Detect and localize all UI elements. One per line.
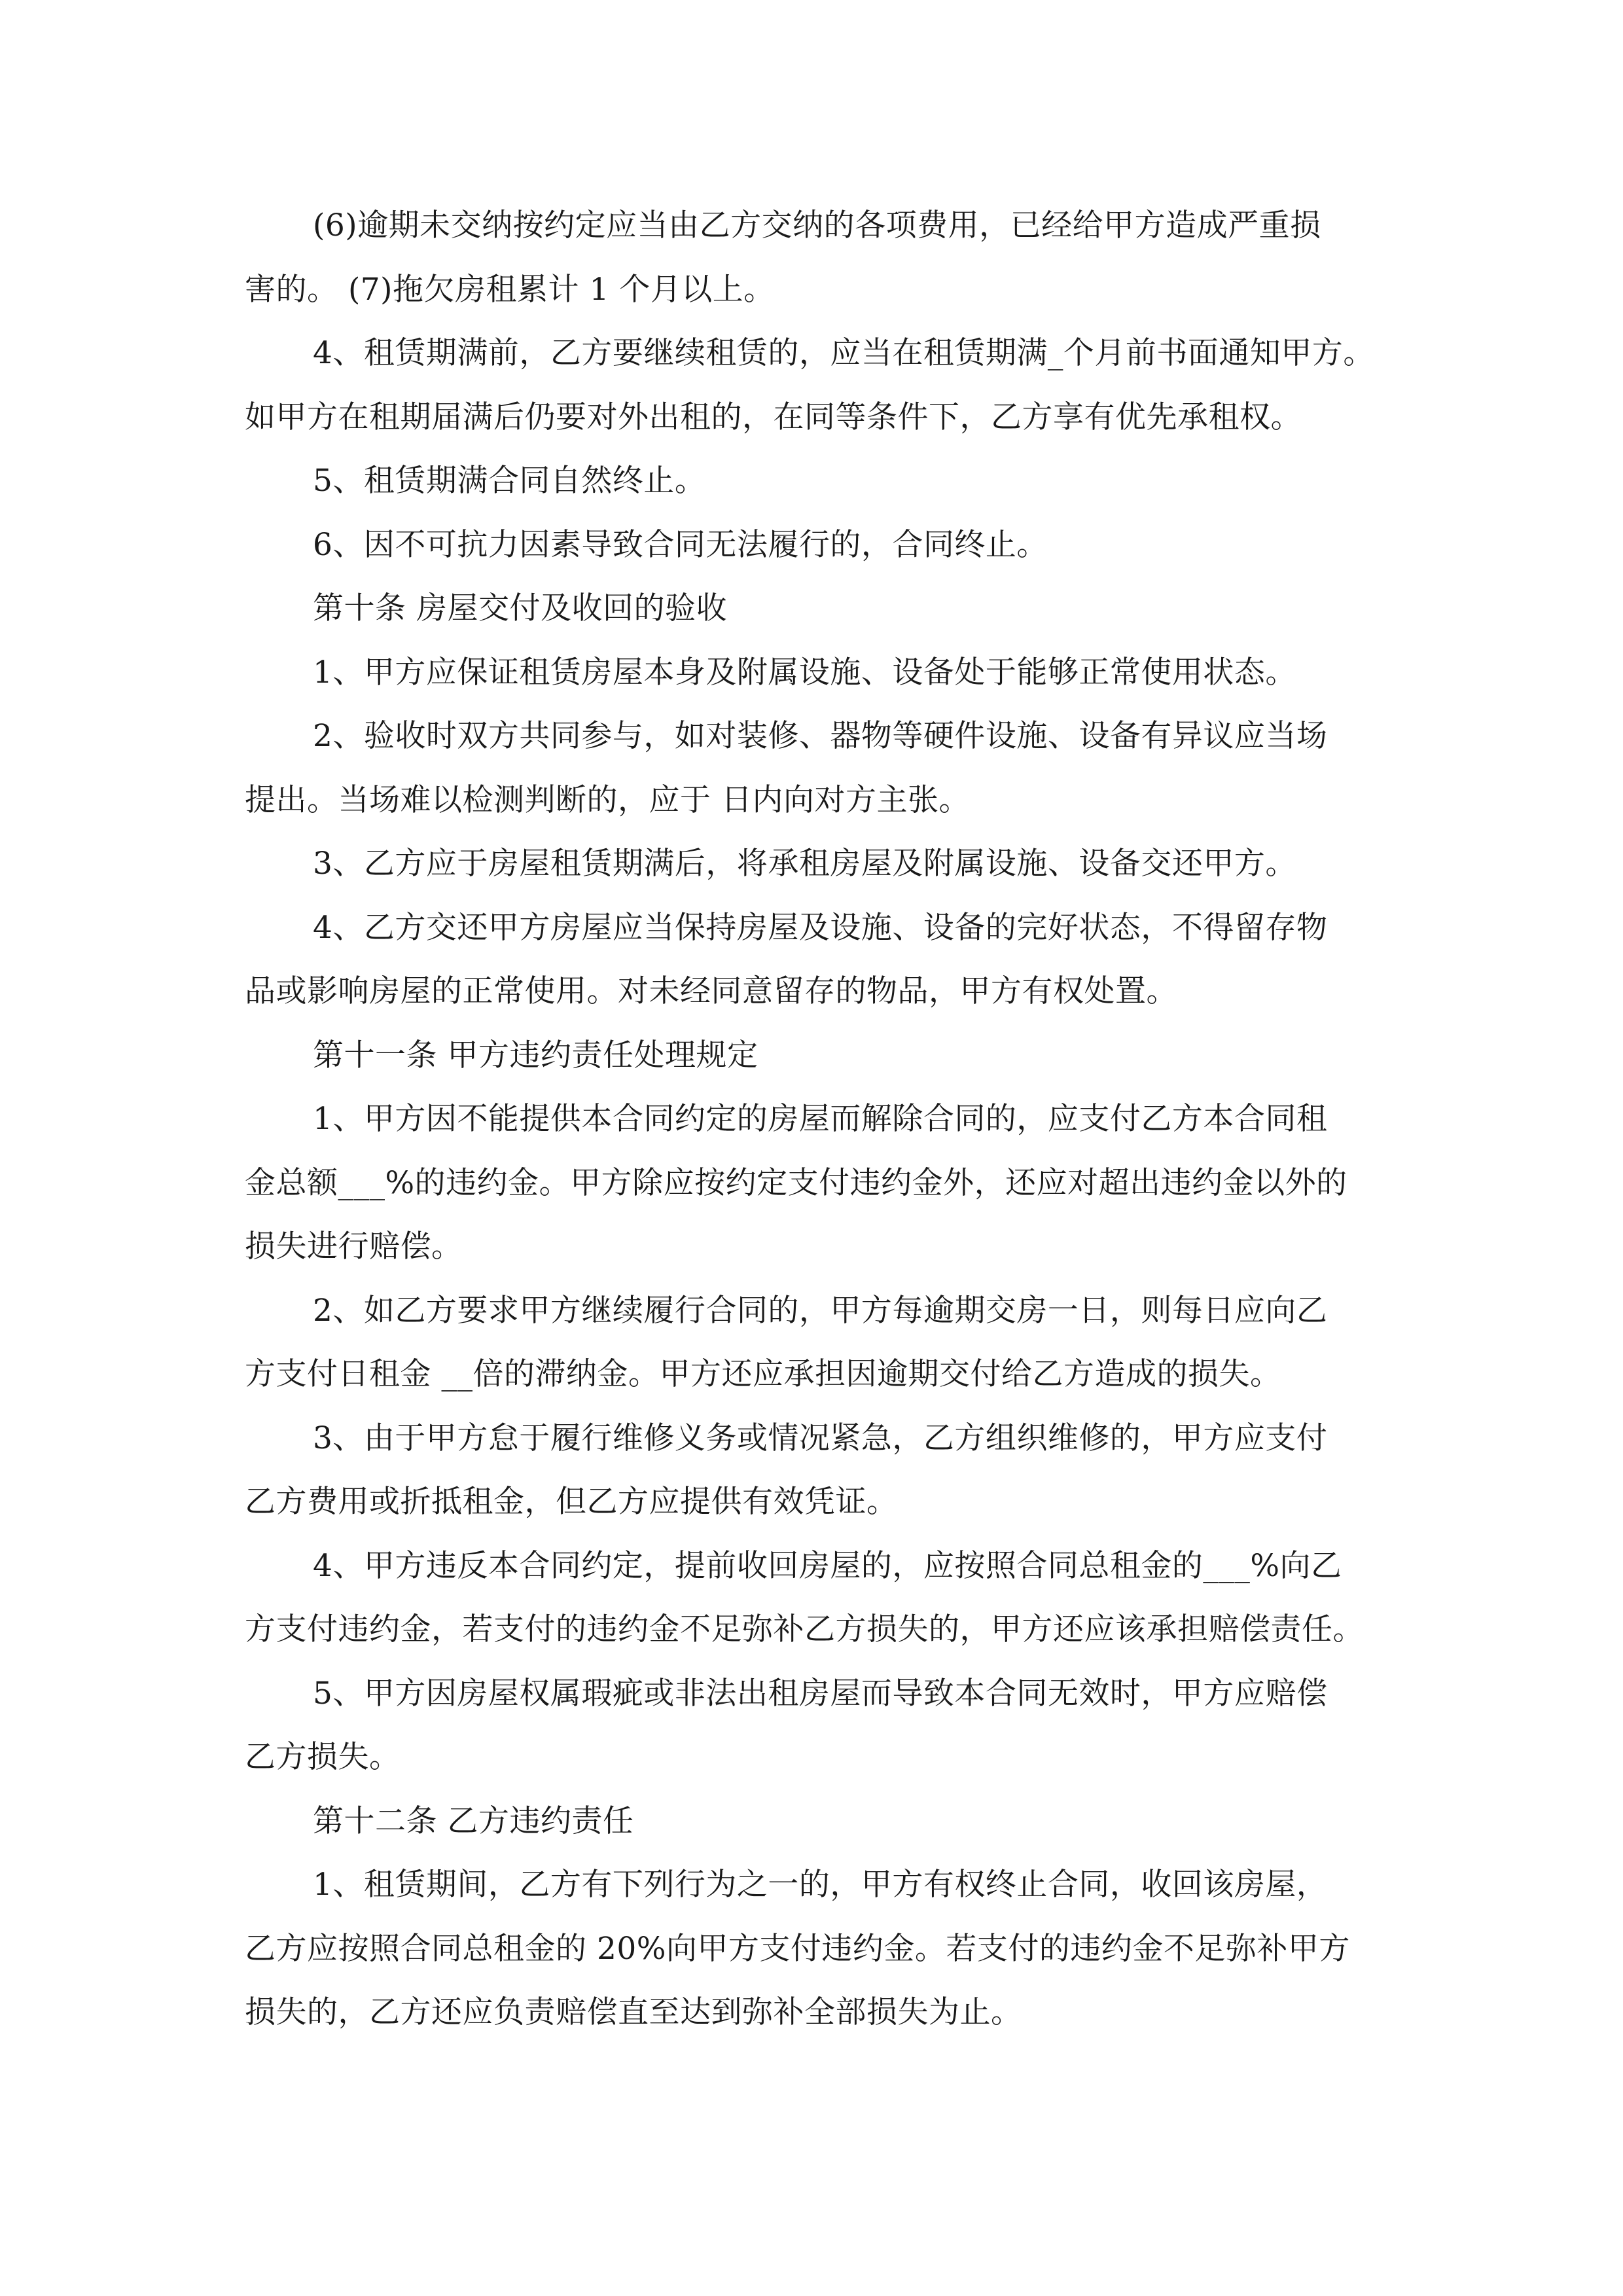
text-line: 5、甲方因房屋权属瑕疵或非法出租房屋而导致本合同无效时，甲方应赔偿 xyxy=(313,1675,1328,1712)
section-heading: 第十二条 乙方违约责任 xyxy=(313,1803,634,1839)
paragraph-renewal-notice xyxy=(245,321,1397,449)
paragraph-joint-inspection xyxy=(245,704,1397,832)
text-line: 品或影响房屋的正常使用。对未经同意留存的物品，甲方有权处置。 xyxy=(245,973,1177,1009)
text-line: 3、乙方应于房屋租赁期满后，将承租房屋及附属设施、设备交还甲方。 xyxy=(313,846,1296,882)
text-line: 6、因不可抗力因素导致合同无法履行的，合同终止。 xyxy=(313,526,1048,563)
text-line: 1、甲方因不能提供本合同约定的房屋而解除合同的，应支付乙方本合同租 xyxy=(313,1101,1328,1137)
document-page xyxy=(245,194,1397,2045)
text-line: 损失进行赔偿。 xyxy=(245,1229,463,1265)
paragraph-late-delivery xyxy=(245,1279,1397,1407)
text-line: 1、甲方应保证租赁房屋本身及附属设施、设备处于能够正常使用状态。 xyxy=(313,654,1296,691)
paragraph-early-repossession xyxy=(245,1534,1397,1662)
text-line: 害的。 (7)拖欠房租累计 1 个月以上。 xyxy=(245,271,775,308)
text-line: 2、如乙方要求甲方继续履行合同的，甲方每逾期交房一日，则每日应向乙 xyxy=(313,1292,1328,1329)
section-heading: 第十条 房屋交付及收回的验收 xyxy=(313,590,727,626)
text-line: 乙方损失。 xyxy=(245,1739,401,1775)
section-heading-article-12 xyxy=(245,1789,1397,1854)
text-line: 金总额___%的违约金。甲方除应按约定支付违约金外，还应对超出违约金以外的 xyxy=(245,1164,1347,1201)
text-line: 4、租赁期满前，乙方要继续租赁的，应当在租赁期满_个月前书面通知甲方。 xyxy=(313,335,1374,371)
text-line: 1、租赁期间，乙方有下列行为之一的，甲方有权终止合同，收回该房屋， xyxy=(313,1867,1328,1903)
paragraph-natural-termination xyxy=(245,449,1397,513)
paragraph-lessee-breach xyxy=(245,1853,1397,2045)
text-line: 5、租赁期满合同自然终止。 xyxy=(313,463,706,499)
paragraph-overdue-fees xyxy=(245,194,1397,321)
text-line: 提出。当场难以检测判断的，应于 日内向对方主张。 xyxy=(245,781,970,818)
text-line: 4、甲方违反本合同约定，提前收回房屋的，应按照合同总租金的___%向乙 xyxy=(313,1547,1342,1584)
text-line: 如甲方在租期届满后仍要对外出租的，在同等条件下，乙方享有优先承租权。 xyxy=(245,399,1302,435)
text-line: 3、由于甲方怠于履行维修义务或情况紧急，乙方组织维修的，甲方应支付 xyxy=(313,1420,1328,1456)
paragraph-repair-obligation xyxy=(245,1407,1397,1534)
text-line: 乙方费用或折抵租金，但乙方应提供有效凭证。 xyxy=(245,1484,898,1520)
paragraph-title-defect xyxy=(245,1662,1397,1789)
paragraph-return-premises xyxy=(245,832,1397,896)
text-line: 方支付日租金 __倍的滞纳金。甲方还应承担因逾期交付给乙方造成的损失。 xyxy=(245,1356,1281,1392)
section-heading: 第十一条 甲方违约责任处理规定 xyxy=(313,1037,758,1073)
text-line: 方支付违约金，若支付的违约金不足弥补乙方损失的，甲方还应该承担赔偿责任。 xyxy=(245,1611,1364,1647)
section-heading-article-11 xyxy=(245,1024,1397,1088)
text-line: 损失的，乙方还应负责赔偿直至达到弥补全部损失为止。 xyxy=(245,1994,1022,2030)
paragraph-condition-on-return xyxy=(245,896,1397,1024)
section-heading-article-10 xyxy=(245,577,1397,641)
paragraph-lessor-cancellation-penalty xyxy=(245,1087,1397,1279)
text-line: 4、乙方交还甲方房屋应当保持房屋及设施、设备的完好状态，不得留存物 xyxy=(313,909,1328,946)
paragraph-lessor-guarantee xyxy=(245,641,1397,705)
text-line: 乙方应按照合同总租金的 20%向甲方支付违约金。若支付的违约金不足弥补甲方 xyxy=(245,1930,1350,1967)
text-line: 2、验收时双方共同参与，如对装修、器物等硬件设施、设备有异议应当场 xyxy=(313,718,1328,754)
text-line: (6)逾期未交纳按约定应当由乙方交纳的各项费用，已经给甲方造成严重损 xyxy=(313,207,1321,243)
paragraph-force-majeure xyxy=(245,513,1397,577)
